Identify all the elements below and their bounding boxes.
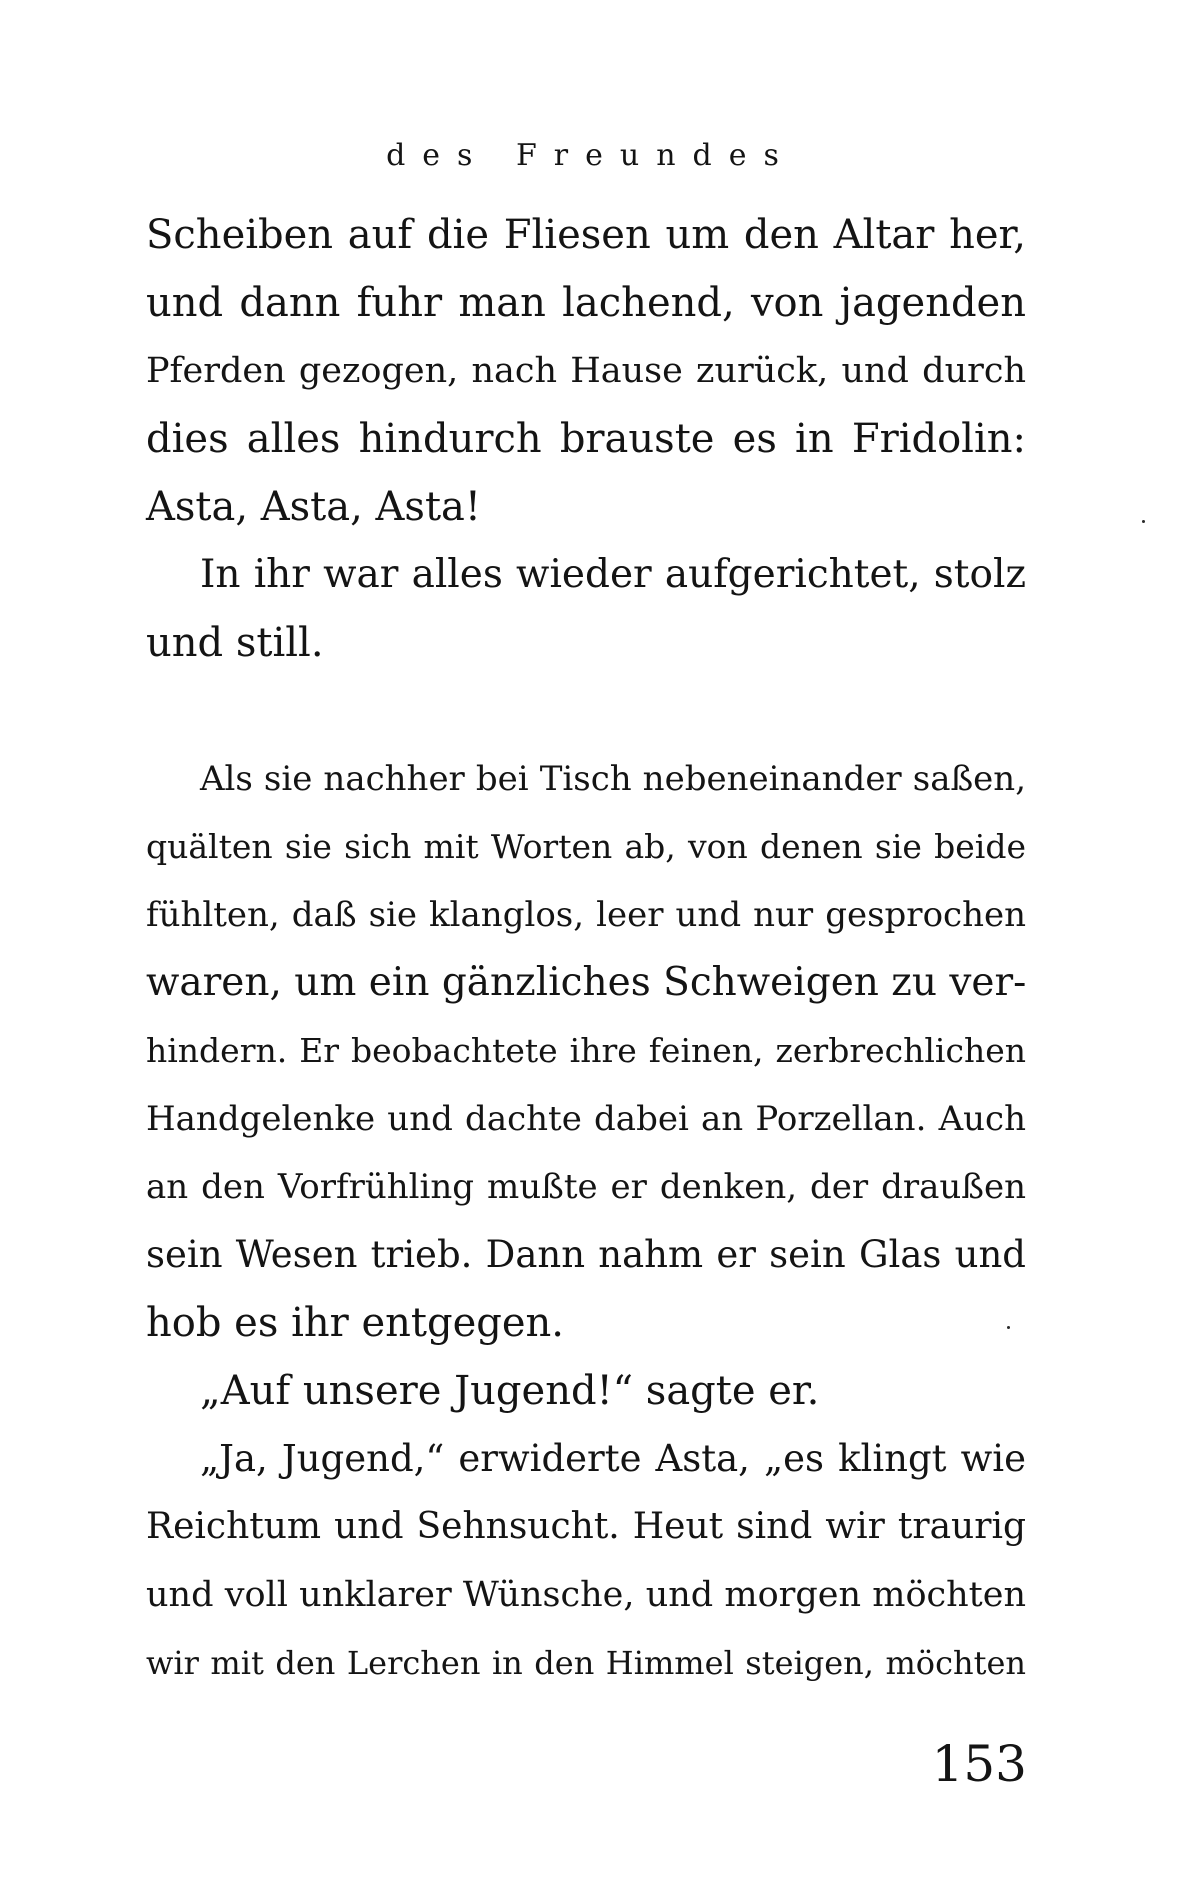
text-line: Asta, Asta, Asta! xyxy=(146,484,481,530)
text-line: an den Vorfrühling mußte er denken, der draußen xyxy=(146,1167,1026,1207)
text-line: und voll unklarer Wünsche, und morgen möchten xyxy=(146,1575,1026,1615)
text-line: Pferden gezogen, nach Hause zurück, und durch xyxy=(146,351,1026,391)
text-line: fühlten, daß sie klanglos, leer und nur gesprochen xyxy=(146,895,1026,935)
text-line: „Auf unsere Jugend!“ sagte er. xyxy=(200,1368,820,1414)
paper-speck xyxy=(1142,520,1145,523)
text-line: und still. xyxy=(146,620,324,666)
running-head: des Freundes xyxy=(386,138,796,173)
paper-speck xyxy=(1007,1326,1010,1329)
text-line: hindern. Er beobachtete ihre feinen, zerbrechlichen xyxy=(146,1031,1026,1070)
text-line: hob es ihr entgegen. xyxy=(146,1300,565,1346)
text-line: quälten sie sich mit Worten ab, von denen sie beide xyxy=(146,827,1026,866)
text-line: In ihr war alles wieder aufgerichtet, stolz xyxy=(200,552,1026,597)
text-line: „Ja, Jugend,“ erwiderte Asta, „es klingt wie xyxy=(200,1437,1026,1480)
text-line: Reichtum und Sehnsucht. Heut sind wir traurig xyxy=(146,1506,1026,1547)
text-line: Als sie nachher bei Tisch nebeneinander saßen, xyxy=(200,759,1026,799)
text-line: waren, um ein gänzliches Schweigen zu ver- xyxy=(146,960,1027,1005)
text-line: dies alles hindurch brauste es in Fridolin: xyxy=(146,416,1026,462)
text-line: Handgelenke und dachte dabei an Porzellan. Auch xyxy=(146,1099,1026,1139)
text-line: Scheiben auf die Fliesen um den Altar her, xyxy=(146,212,1026,258)
page-number: 153 xyxy=(931,1735,1027,1793)
text-line: wir mit den Lerchen in den Himmel steigen, möchten xyxy=(146,1644,1026,1682)
text-line: sein Wesen trieb. Dann nahm er sein Glas und xyxy=(146,1233,1026,1276)
text-line: und dann fuhr man lachend, von jagenden xyxy=(146,280,1026,326)
